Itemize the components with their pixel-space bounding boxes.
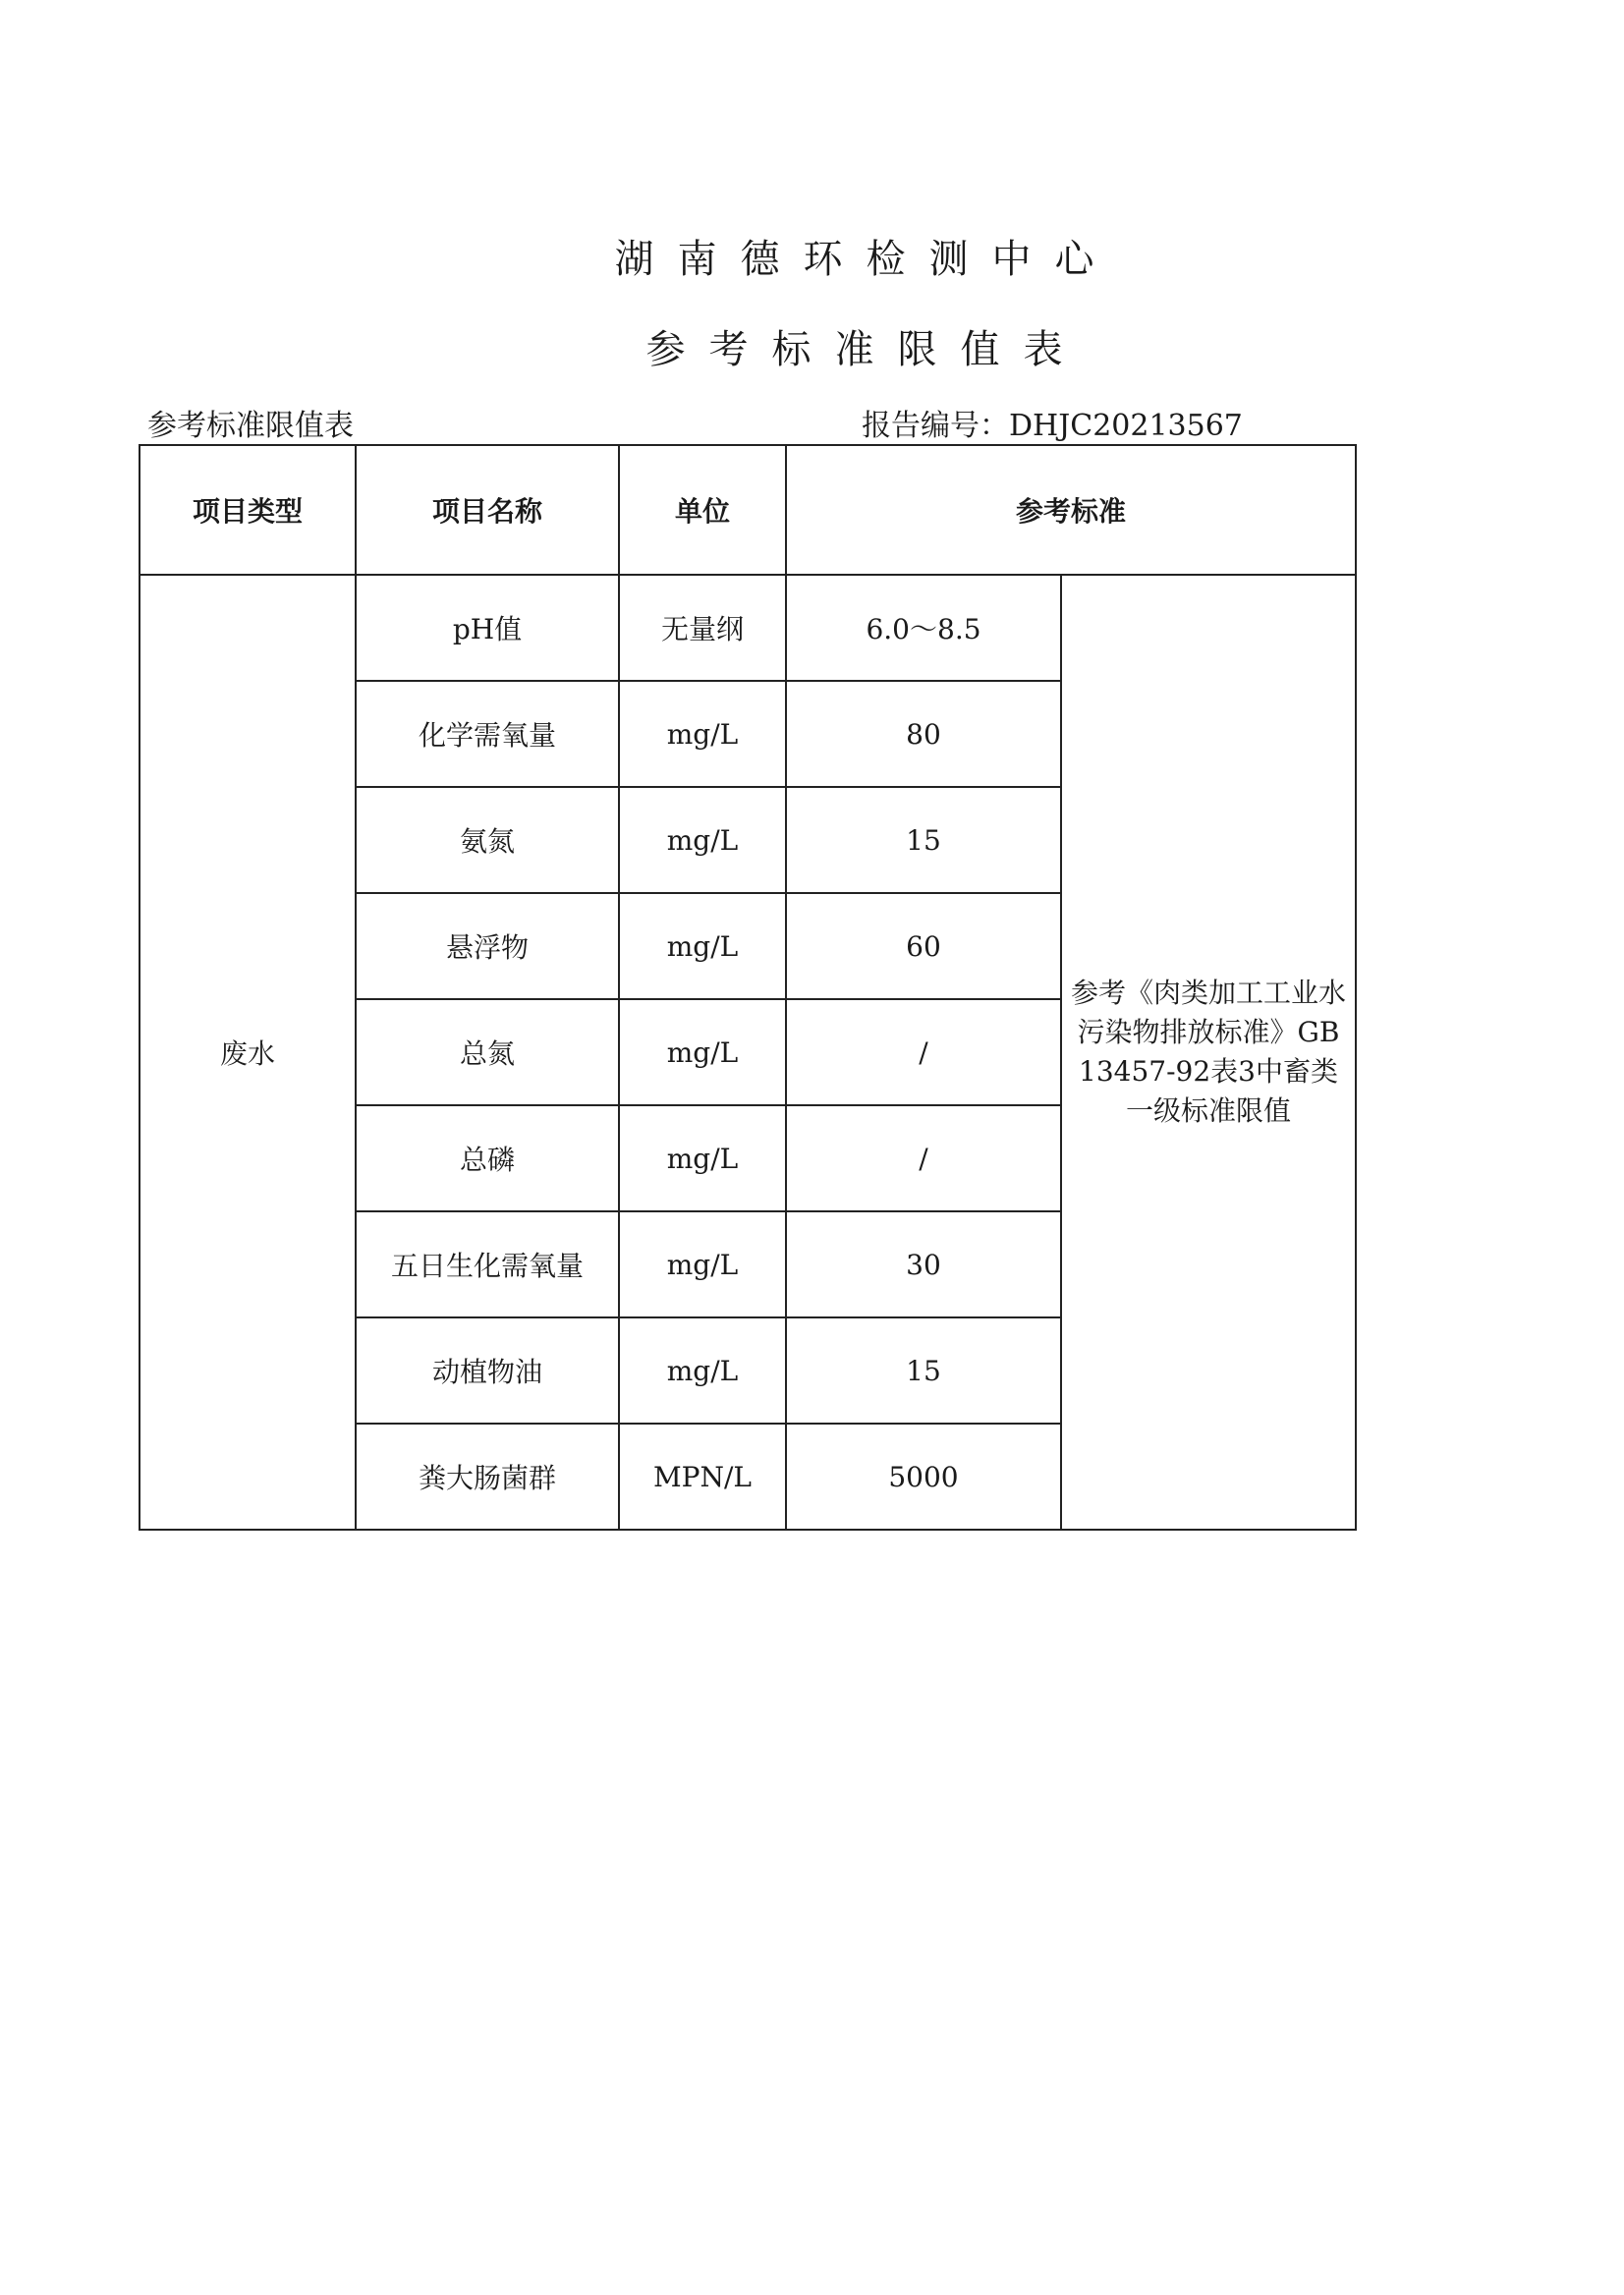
org-title: 湖南德环检测中心 (614, 237, 1118, 282)
item-name-cell: 动植物油 (356, 1317, 619, 1424)
unit-cell: mg/L (619, 1105, 786, 1211)
item-name-cell: 总氮 (356, 999, 619, 1105)
limit-cell: 5000 (786, 1424, 1061, 1530)
limit-cell: / (786, 999, 1061, 1105)
column-header-item-name: 项目名称 (356, 445, 619, 575)
unit-cell: mg/L (619, 893, 786, 999)
limit-cell: 80 (786, 681, 1061, 787)
standard-note-cell: 参考《肉类加工工业水污染物排放标准》GB 13457-92表3中畜类一级标准限值 (1061, 575, 1356, 1530)
column-header-unit: 单位 (619, 445, 786, 575)
unit-cell: MPN/L (619, 1424, 786, 1530)
unit-cell: 无量纲 (619, 575, 786, 681)
limit-cell: 15 (786, 787, 1061, 893)
item-name-cell: 粪大肠菌群 (356, 1424, 619, 1530)
unit-cell: mg/L (619, 999, 786, 1105)
item-name-cell: 总磷 (356, 1105, 619, 1211)
column-header-reference-standard: 参考标准 (786, 445, 1356, 575)
limit-cell: 6.0～8.5 (786, 575, 1061, 681)
item-name-cell: 氨氮 (356, 787, 619, 893)
limit-cell: 60 (786, 893, 1061, 999)
unit-cell: mg/L (619, 1317, 786, 1424)
unit-cell: mg/L (619, 681, 786, 787)
item-name-cell: pH值 (356, 575, 619, 681)
table-header-row (140, 445, 1356, 575)
unit-cell: mg/L (619, 1211, 786, 1317)
category-cell: 废水 (140, 575, 356, 1530)
item-name-cell: 化学需氧量 (356, 681, 619, 787)
unit-cell: mg/L (619, 787, 786, 893)
report-number: 报告编号：DHJC20213567 (862, 409, 1243, 443)
table-caption: 参考标准限值表 (147, 409, 354, 443)
column-header-category: 项目类型 (140, 445, 356, 575)
limit-cell: 15 (786, 1317, 1061, 1424)
table-row (140, 575, 1356, 681)
item-name-cell: 悬浮物 (356, 893, 619, 999)
limit-cell: / (786, 1105, 1061, 1211)
limit-cell: 30 (786, 1211, 1061, 1317)
reference-standard-table (139, 444, 1357, 1531)
document-title: 参考标准限值表 (645, 327, 1087, 372)
item-name-cell: 五日生化需氧量 (356, 1211, 619, 1317)
